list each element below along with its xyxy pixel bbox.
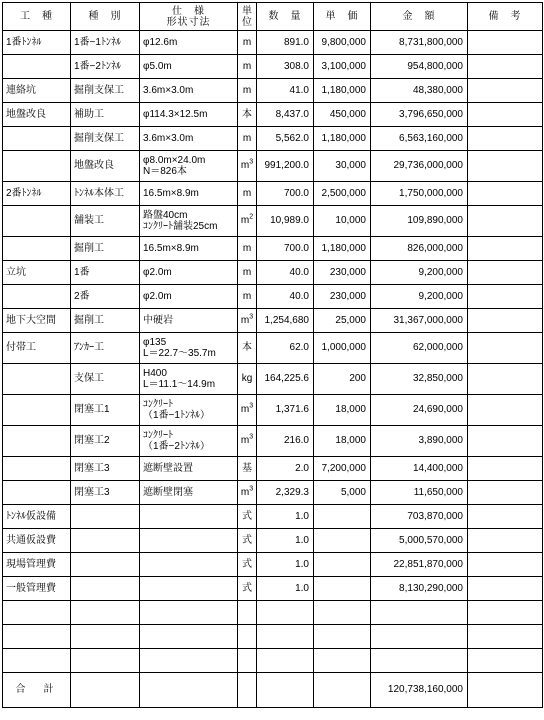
amount-cell: 31,367,000,000 <box>371 309 468 333</box>
price-cell: 5,000 <box>314 481 371 505</box>
qty-cell: 164,225.6 <box>257 364 314 395</box>
kind-cell <box>3 625 71 649</box>
total-label: 合 計 <box>3 673 71 708</box>
note-cell <box>468 457 543 481</box>
type-cell: 補助工 <box>71 103 140 127</box>
unit-cell <box>238 649 257 673</box>
spec-cell <box>140 151 238 182</box>
spec-cell <box>140 529 238 553</box>
spec-cell-text: H400 L＝11.1〜14.9m <box>143 368 216 390</box>
amount-cell: 3,890,000 <box>371 426 468 457</box>
spec-cell <box>140 364 238 395</box>
table-row <box>3 364 543 395</box>
kind-cell: 2番ﾄﾝﾈﾙ <box>3 182 71 206</box>
type-cell: 1番−1ﾄﾝﾈﾙ <box>71 31 140 55</box>
total-amount: 120,738,160,000 <box>371 673 468 708</box>
qty-cell <box>257 601 314 625</box>
unit-cell: 式 <box>238 553 257 577</box>
spec-cell: 中硬岩 <box>140 309 238 333</box>
type-cell: 1番 <box>71 261 140 285</box>
note-cell <box>468 103 543 127</box>
table-row <box>3 151 543 182</box>
spec-cell <box>140 333 238 364</box>
spec-cell: φ2.0m <box>140 285 238 309</box>
type-cell <box>71 625 140 649</box>
spec-cell: φ2.0m <box>140 261 238 285</box>
amount-cell: 6,563,160,000 <box>371 127 468 151</box>
unit-cell: $m^3$ <box>238 151 257 182</box>
price-cell: 1,180,000 <box>314 237 371 261</box>
header-type: 種 別 <box>71 3 140 31</box>
table-row <box>3 309 543 333</box>
note-cell <box>468 79 543 103</box>
amount-cell: 8,130,290,000 <box>371 577 468 601</box>
unit-cell: $m^3$ <box>238 481 257 505</box>
header-note: 備 考 <box>468 3 543 31</box>
price-cell: 230,000 <box>314 285 371 309</box>
unit-cell: 式 <box>238 529 257 553</box>
unit-cell: m <box>238 285 257 309</box>
table-row <box>3 601 543 625</box>
kind-cell: 地盤改良 <box>3 103 71 127</box>
header-kind: 工 種 <box>3 3 71 31</box>
price-cell: 3,100,000 <box>314 55 371 79</box>
kind-cell <box>3 457 71 481</box>
unit-cell: 本 <box>238 103 257 127</box>
qty-cell: 1,371.6 <box>257 395 314 426</box>
unit-cell: 基 <box>238 457 257 481</box>
spec-cell <box>140 577 238 601</box>
spec-cell: φ5.0m <box>140 55 238 79</box>
note-cell <box>468 127 543 151</box>
amount-cell: 22,851,870,000 <box>371 553 468 577</box>
amount-cell: 109,890,000 <box>371 206 468 237</box>
kind-cell <box>3 206 71 237</box>
unit-cell: m <box>238 261 257 285</box>
header-unit <box>238 3 257 31</box>
type-cell: 地盤改良 <box>71 151 140 182</box>
type-cell: 支保工 <box>71 364 140 395</box>
note-cell <box>468 151 543 182</box>
note-cell <box>468 182 543 206</box>
table-row <box>3 31 543 55</box>
spec-cell: φ12.6m <box>140 31 238 55</box>
spec-cell-text: ｺﾝｸﾘｰﾄ （1番−2ﾄﾝﾈﾙ） <box>143 430 210 452</box>
type-cell <box>71 601 140 625</box>
spec-cell <box>140 553 238 577</box>
price-cell: 200 <box>314 364 371 395</box>
qty-cell: 8,437.0 <box>257 103 314 127</box>
price-cell: 25,000 <box>314 309 371 333</box>
amount-cell: 24,690,000 <box>371 395 468 426</box>
price-cell: 9,800,000 <box>314 31 371 55</box>
type-cell: 掘削支保工 <box>71 127 140 151</box>
type-cell: 掘削支保工 <box>71 79 140 103</box>
table-row <box>3 457 543 481</box>
spec-cell: 16.5m×8.9m <box>140 182 238 206</box>
price-cell: 1,180,000 <box>314 127 371 151</box>
spec-cell: 16.5m×8.9m <box>140 237 238 261</box>
kind-cell: 一般管理費 <box>3 577 71 601</box>
unit-cell: 本 <box>238 333 257 364</box>
table-row <box>3 529 543 553</box>
kind-cell <box>3 395 71 426</box>
spec-cell-text: φ135 L＝22.7〜35.7m <box>143 337 216 359</box>
qty-cell: 5,562.0 <box>257 127 314 151</box>
qty-cell: 2.0 <box>257 457 314 481</box>
spec-cell: 遮断壁閉塞 <box>140 481 238 505</box>
total-empty-qty <box>257 673 314 708</box>
amount-cell: 1,750,000,000 <box>371 182 468 206</box>
kind-cell <box>3 55 71 79</box>
type-cell: 掘削工 <box>71 237 140 261</box>
unit-cell: 式 <box>238 577 257 601</box>
spec-cell-text: ｺﾝｸﾘｰﾄ （1番−1ﾄﾝﾈﾙ） <box>143 399 210 421</box>
unit-cell: $m^3$ <box>238 395 257 426</box>
table-row <box>3 127 543 151</box>
price-cell <box>314 529 371 553</box>
kind-cell: 現場管理費 <box>3 553 71 577</box>
spec-cell: φ114.3×12.5m <box>140 103 238 127</box>
price-cell: 18,000 <box>314 426 371 457</box>
table-row <box>3 103 543 127</box>
type-cell: 1番−2ﾄﾝﾈﾙ <box>71 55 140 79</box>
unit-cell: m <box>238 79 257 103</box>
amount-cell: 954,800,000 <box>371 55 468 79</box>
kind-cell: 1番ﾄﾝﾈﾙ <box>3 31 71 55</box>
table-row <box>3 649 543 673</box>
table-row <box>3 206 543 237</box>
header-unit-text: 単 位 <box>242 5 252 28</box>
type-cell: 閉塞工2 <box>71 426 140 457</box>
unit-cell: $m^2$ <box>238 206 257 237</box>
qty-cell: 1,254,680 <box>257 309 314 333</box>
unit-cell <box>238 601 257 625</box>
price-cell: 1,000,000 <box>314 333 371 364</box>
unit-cell: $m^3$ <box>238 309 257 333</box>
qty-cell: 2,329.3 <box>257 481 314 505</box>
amount-cell: 29,736,000,000 <box>371 151 468 182</box>
spec-cell <box>140 395 238 426</box>
type-cell: 舗装工 <box>71 206 140 237</box>
unit-cell <box>238 625 257 649</box>
table-row <box>3 481 543 505</box>
note-cell <box>468 364 543 395</box>
total-empty-type <box>71 673 140 708</box>
type-cell <box>71 505 140 529</box>
unit-cell: $m^3$ <box>238 426 257 457</box>
note-cell <box>468 649 543 673</box>
kind-cell: ﾄﾝﾈﾙ仮設備 <box>3 505 71 529</box>
kind-cell: 地下大空間 <box>3 309 71 333</box>
kind-cell <box>3 649 71 673</box>
qty-cell: 10,989.0 <box>257 206 314 237</box>
table-row <box>3 505 543 529</box>
type-cell <box>71 553 140 577</box>
spec-cell-text: 路盤40cm ｺﾝｸﾘｰﾄ舗装25cm <box>143 210 218 232</box>
kind-cell <box>3 285 71 309</box>
note-cell <box>468 333 543 364</box>
price-cell: 450,000 <box>314 103 371 127</box>
price-cell <box>314 649 371 673</box>
note-cell <box>468 553 543 577</box>
total-empty-spec <box>140 673 238 708</box>
qty-cell: 1.0 <box>257 577 314 601</box>
header-amount: 金 額 <box>371 3 468 31</box>
note-cell <box>468 481 543 505</box>
qty-cell: 700.0 <box>257 237 314 261</box>
amount-cell: 11,650,000 <box>371 481 468 505</box>
unit-cell: m <box>238 182 257 206</box>
price-cell <box>314 505 371 529</box>
unit-cell: m <box>238 127 257 151</box>
amount-cell <box>371 601 468 625</box>
amount-cell: 3,796,650,000 <box>371 103 468 127</box>
note-cell <box>468 55 543 79</box>
table-body <box>3 31 543 673</box>
amount-cell: 703,870,000 <box>371 505 468 529</box>
qty-cell: 1.0 <box>257 505 314 529</box>
cost-table <box>2 2 543 708</box>
amount-cell: 14,400,000 <box>371 457 468 481</box>
price-cell: 1,180,000 <box>314 79 371 103</box>
total-empty-price <box>314 673 371 708</box>
cost-estimate-sheet <box>2 2 543 708</box>
qty-cell: 62.0 <box>257 333 314 364</box>
price-cell <box>314 625 371 649</box>
total-empty-note <box>468 673 543 708</box>
table-row <box>3 625 543 649</box>
amount-cell: 62,000,000 <box>371 333 468 364</box>
type-cell <box>71 577 140 601</box>
unit-cell: kg <box>238 364 257 395</box>
spec-cell <box>140 649 238 673</box>
type-cell: 閉塞工3 <box>71 481 140 505</box>
note-cell <box>468 601 543 625</box>
spec-cell: 3.6m×3.0m <box>140 127 238 151</box>
note-cell <box>468 505 543 529</box>
amount-cell <box>371 625 468 649</box>
unit-cell: 式 <box>238 505 257 529</box>
table-row <box>3 55 543 79</box>
table-row <box>3 333 543 364</box>
price-cell: 10,000 <box>314 206 371 237</box>
kind-cell <box>3 237 71 261</box>
price-cell <box>314 553 371 577</box>
amount-cell: 32,850,000 <box>371 364 468 395</box>
kind-cell <box>3 601 71 625</box>
qty-cell: 991,200.0 <box>257 151 314 182</box>
table-row <box>3 426 543 457</box>
qty-cell: 700.0 <box>257 182 314 206</box>
kind-cell: 付帯工 <box>3 333 71 364</box>
header-spec-text: 仕 様 形状寸法 <box>166 5 211 28</box>
spec-cell <box>140 206 238 237</box>
header-spec <box>140 3 238 31</box>
table-row <box>3 182 543 206</box>
amount-cell: 9,200,000 <box>371 261 468 285</box>
type-cell: ｱﾝｶｰ工 <box>71 333 140 364</box>
type-cell: ﾄﾝﾈﾙ本体工 <box>71 182 140 206</box>
price-cell: 230,000 <box>314 261 371 285</box>
qty-cell: 41.0 <box>257 79 314 103</box>
type-cell <box>71 529 140 553</box>
table-row <box>3 395 543 426</box>
table-row <box>3 261 543 285</box>
price-cell: 18,000 <box>314 395 371 426</box>
note-cell <box>468 206 543 237</box>
note-cell <box>468 529 543 553</box>
kind-cell <box>3 364 71 395</box>
note-cell <box>468 237 543 261</box>
kind-cell: 連絡坑 <box>3 79 71 103</box>
amount-cell <box>371 649 468 673</box>
spec-cell <box>140 505 238 529</box>
qty-cell <box>257 649 314 673</box>
qty-cell: 308.0 <box>257 55 314 79</box>
spec-cell <box>140 625 238 649</box>
type-cell: 閉塞工1 <box>71 395 140 426</box>
kind-cell <box>3 426 71 457</box>
kind-cell <box>3 127 71 151</box>
spec-cell <box>140 601 238 625</box>
price-cell: 7,200,000 <box>314 457 371 481</box>
qty-cell: 40.0 <box>257 261 314 285</box>
table-row <box>3 285 543 309</box>
type-cell: 掘削工 <box>71 309 140 333</box>
spec-cell: 3.6m×3.0m <box>140 79 238 103</box>
kind-cell <box>3 481 71 505</box>
qty-cell: 216.0 <box>257 426 314 457</box>
qty-cell <box>257 625 314 649</box>
unit-cell: m <box>238 55 257 79</box>
total-row <box>3 673 543 708</box>
price-cell: 2,500,000 <box>314 182 371 206</box>
table-row <box>3 577 543 601</box>
amount-cell: 826,000,000 <box>371 237 468 261</box>
total-empty-unit <box>238 673 257 708</box>
kind-cell <box>3 151 71 182</box>
spec-cell-text: φ8.0m×24.0m N＝826本 <box>143 155 206 177</box>
table-row <box>3 79 543 103</box>
amount-cell: 48,380,000 <box>371 79 468 103</box>
unit-cell: m <box>238 237 257 261</box>
spec-cell <box>140 426 238 457</box>
type-cell: 2番 <box>71 285 140 309</box>
unit-cell: m <box>238 31 257 55</box>
qty-cell: 1.0 <box>257 529 314 553</box>
kind-cell: 共通仮設費 <box>3 529 71 553</box>
spec-cell: 遮断壁設置 <box>140 457 238 481</box>
note-cell <box>468 577 543 601</box>
header-price: 単 価 <box>314 3 371 31</box>
note-cell <box>468 261 543 285</box>
price-cell <box>314 577 371 601</box>
price-cell: 30,000 <box>314 151 371 182</box>
header-qty: 数 量 <box>257 3 314 31</box>
note-cell <box>468 285 543 309</box>
table-row <box>3 237 543 261</box>
note-cell <box>468 31 543 55</box>
note-cell <box>468 426 543 457</box>
qty-cell: 891.0 <box>257 31 314 55</box>
type-cell <box>71 649 140 673</box>
qty-cell: 40.0 <box>257 285 314 309</box>
note-cell <box>468 395 543 426</box>
table-row <box>3 553 543 577</box>
amount-cell: 5,000,570,000 <box>371 529 468 553</box>
price-cell <box>314 601 371 625</box>
amount-cell: 9,200,000 <box>371 285 468 309</box>
note-cell <box>468 309 543 333</box>
type-cell: 閉塞工3 <box>71 457 140 481</box>
amount-cell: 8,731,800,000 <box>371 31 468 55</box>
kind-cell: 立坑 <box>3 261 71 285</box>
header-row <box>3 3 543 31</box>
qty-cell: 1.0 <box>257 553 314 577</box>
note-cell <box>468 625 543 649</box>
